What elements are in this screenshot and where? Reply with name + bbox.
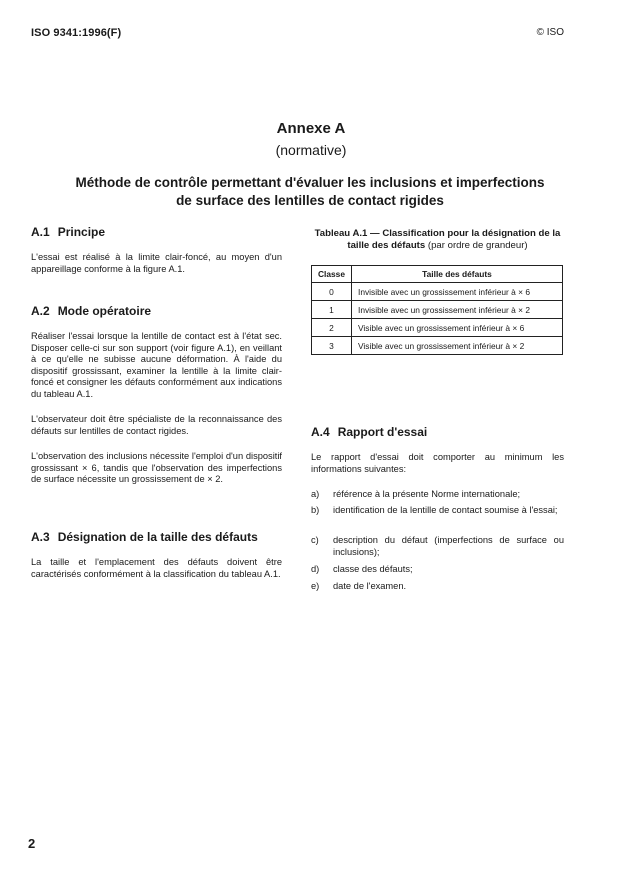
annex-heading-line-2: de surface des lentilles de contact rigides <box>176 192 444 208</box>
paragraph: Le rapport d'essai doit comporter au minimum les informations suivantes: <box>311 452 564 474</box>
section-title: Désignation de la taille des défauts <box>57 530 258 544</box>
copyright-notice: © ISO <box>536 27 564 38</box>
list-item-text: classe des défauts; <box>333 564 413 574</box>
list-item-label: e) <box>311 581 320 591</box>
section-number: A.1 <box>31 225 50 239</box>
section-heading-a2 <box>31 304 282 318</box>
annex-status: (normative) <box>275 142 347 158</box>
section-number: A.3 <box>31 530 50 544</box>
cell-classe: 1 <box>312 301 352 319</box>
cell-classe: 2 <box>312 319 352 337</box>
paragraph: La taille et l'emplacement des défauts doivent être caractérisés conformément à la classification du tableau A.1. <box>31 557 282 579</box>
table-row <box>312 301 563 319</box>
list-item-label: a) <box>311 489 320 499</box>
table-header-row <box>312 266 563 283</box>
report-items-list <box>311 489 564 599</box>
annex-heading-line-1: Méthode de contrôle permettant d'évaluer les inclusions et imperfections <box>75 175 545 190</box>
section-heading-a4 <box>311 425 564 439</box>
cell-taille: Visible avec un grossissement inférieur à × 2 <box>352 337 563 355</box>
paragraph: Réaliser l'essai lorsque la lentille de contact est à l'état sec. Disposer celle-ci sur son support (voir figure A.1), en veillant à ce qu'elle ne subisse aucune déformation. À l'aide du dispositif grossissant, examiner la lentille à la limite clair-foncé et consigner les défauts conformément aux indications du tableau A.1. <box>31 331 282 399</box>
table-caption <box>311 228 564 252</box>
cell-classe: 3 <box>312 337 352 355</box>
paragraph: L'observateur doit être spécialiste de la reconnaissance des défauts sur lentilles de contact rigides. <box>31 414 282 436</box>
defect-classification-table <box>311 265 563 355</box>
table-row <box>312 337 563 355</box>
list-item-text: date de l'examen. <box>333 581 407 591</box>
list-item-label: c) <box>311 535 319 545</box>
table-row <box>312 319 563 337</box>
page-number: 2 <box>28 836 36 851</box>
cell-taille: Invisible avec un grossissement inférieur à × 2 <box>352 301 563 319</box>
table-caption-note: (par ordre de grandeur) <box>427 240 528 251</box>
table-row <box>312 283 563 301</box>
column-header-classe: Classe <box>312 266 352 283</box>
section-title: Rapport d'essai <box>337 425 428 439</box>
section-number: A.4 <box>311 425 330 439</box>
annex-heading <box>30 174 590 209</box>
list-item-label: d) <box>311 564 320 574</box>
cell-taille: Invisible avec un grossissement inférieur à × 6 <box>352 283 563 301</box>
paragraph: L'observation des inclusions nécessite l'emploi d'un dispositif grossissant × 6, tandis que l'observation des imperfections de surface nécessite un grossissement de × 2. <box>31 451 282 485</box>
cell-taille: Visible avec un grossissement inférieur à × 6 <box>352 319 563 337</box>
defect-table-wrapper <box>311 265 563 355</box>
section-heading-a3 <box>31 530 282 544</box>
table-caption-title: Tableau A.1 — Classification pour la désignation de la taille des défauts <box>314 228 561 251</box>
section-heading-a1 <box>31 225 282 239</box>
list-item-text: référence à la présente Norme internationale; <box>333 489 521 499</box>
list-item-text: identification de la lentille de contact soumise à l'essai; <box>333 505 558 515</box>
section-title: Principe <box>57 225 106 239</box>
standard-reference: ISO 9341:1996(F) <box>31 27 122 39</box>
column-header-taille: Taille des défauts <box>352 266 563 283</box>
cell-classe: 0 <box>312 283 352 301</box>
list-item-label: b) <box>311 505 320 515</box>
section-number: A.2 <box>31 304 50 318</box>
section-title: Mode opératoire <box>57 304 152 318</box>
list-item-text: description du défaut (imperfections de surface ou inclusions); <box>333 535 564 557</box>
annex-title: Annexe A <box>276 120 346 137</box>
paragraph: L'essai est réalisé à la limite clair-foncé, au moyen d'un appareillage conforme à la figure A.1. <box>31 252 282 274</box>
